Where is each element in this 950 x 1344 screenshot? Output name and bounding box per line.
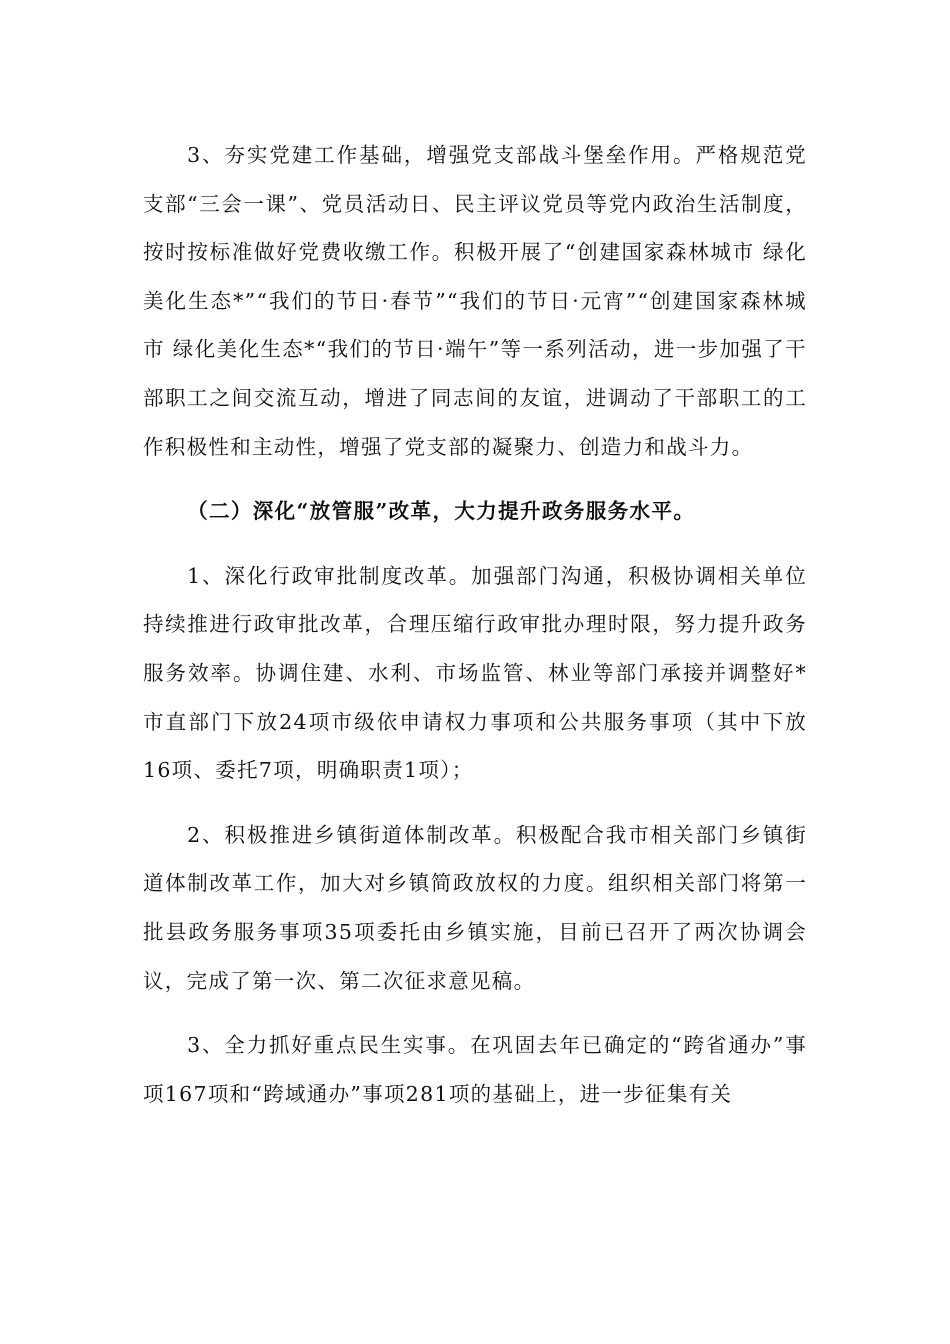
section-heading: （二）深化“放管服”改革，大力提升政务服务水平。 [187, 499, 696, 524]
paragraph-livelihood-projects: 3、全力抓好重点民生实事。在巩固去年已确定的“跨省通办”事项167项和“跨域通办”事项281项的基础上，进一步征集有关 [143, 1033, 807, 1106]
paragraph-spacer [143, 536, 807, 552]
document-body [143, 131, 807, 1118]
paragraph-spacer [143, 1005, 807, 1021]
paragraph-party-building: 3、夯实党建工作基础，增强党支部战斗堡垒作用。严格规范党支部“三会一课”、党员活动日、民主评议党员等党内政治生活制度，按时按标准做好党费收缴工作。积极开展了“创建国家森林城市 绿化美化生态*”“我们的节日·春节”“我们的节日·元宵”“创建国家森林城市 绿化美化生态*“我们的节日·端午”等一系列活动，进一步加强了干部职工之间交流互动，增进了同志间的友谊，进调动了干部职工的工作积极性和主动性，增强了党支部的凝聚力、创造力和战斗力。 [143, 143, 807, 459]
paragraph-township-reform: 2、积极推进乡镇街道体制改革。积极配合我市相关部门乡镇街道体制改革工作，加大对乡镇简政放权的力度。组织相关部门将第一批县政务服务事项35项委托由乡镇实施，目前已召开了两次协调会议，完成了第一次、第二次征求意见稿。 [143, 822, 807, 993]
paragraph-spacer [143, 471, 807, 487]
paragraph-administrative-approval: 1、深化行政审批制度改革。加强部门沟通，积极协调相关单位持续推进行政审批改革，合理压缩行政审批办理时限，努力提升政务服务效率。协调住建、水利、市场监管、林业等部门承接并调整好*市直部门下放24项市级依申请权力事项和公共服务事项（其中下放16项、委托7项，明确职责1项）； [143, 563, 807, 783]
paragraph-spacer [143, 795, 807, 811]
